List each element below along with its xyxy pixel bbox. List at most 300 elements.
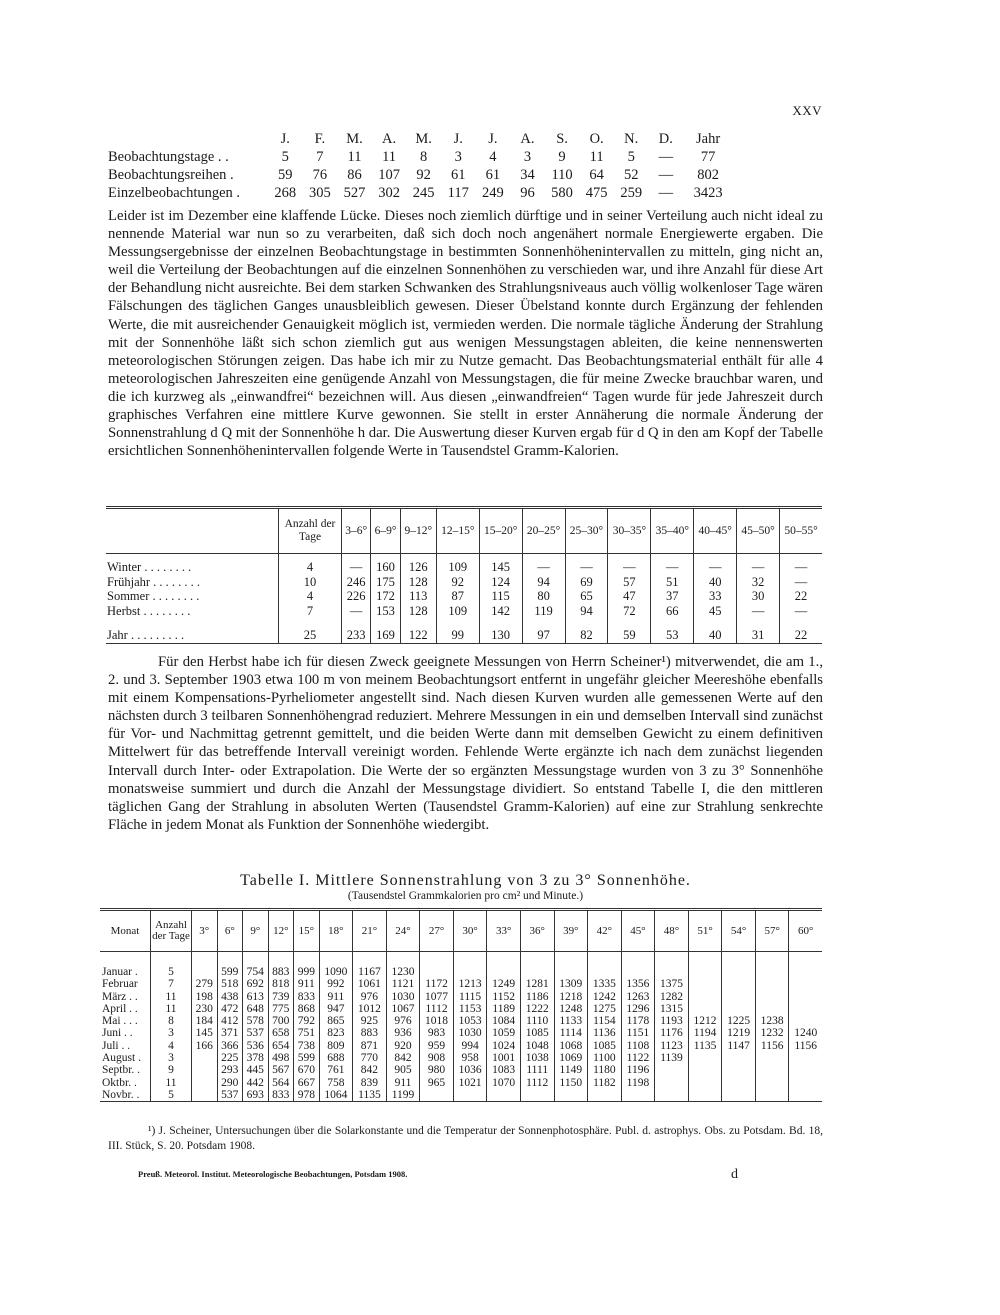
t1-cell: 124 [479,575,522,590]
obs-cell: 64 [589,167,604,183]
t2-cell: 959 [420,1040,454,1052]
t2-cell: 366 [217,1040,243,1052]
t2-cell: 965 [420,1077,454,1089]
obs-row-label: Beobachtungstage . . [108,149,229,165]
obs-cell: 11 [589,149,604,165]
t2-cell: 842 [353,1064,387,1076]
t2-cell: 1114 [554,1027,588,1039]
t2-cell: 1281 [520,978,554,990]
t2-row-label: Mai . . . [102,1015,138,1028]
t2-cell [487,1089,521,1102]
t2-cell: 5 [151,1089,192,1102]
t2-cell: 9 [151,1064,192,1076]
t1-header-cell: 15–20° [479,508,522,554]
table-title: Tabelle I. Mittlere Sonnenstrahlung von 3 zu 3° Sonnenhöhe. [240,872,691,889]
obs-header-cell: A. [382,131,397,147]
t2-cell: 775 [268,1003,294,1015]
t2-row [100,952,822,979]
t2-cell: 3 [151,1052,192,1064]
t1-header-cell: 9–12° [400,508,436,554]
t2-cell [621,1089,655,1102]
t2-row-label: April . . [102,1002,138,1015]
t2-cell: 198 [192,991,218,1003]
obs-cell: 76 [312,167,328,183]
t2-cell: 1156 [755,1040,789,1052]
obs-row-label: Einzelbeobachtungen . [108,185,241,201]
t1-header-cell: 25–30° [565,508,608,554]
obs-cell: 107 [378,167,400,183]
t1-cell: 92 [436,575,479,590]
t2-cell [755,1089,789,1102]
t2-cell: 1036 [453,1064,487,1076]
obs-cell: 110 [551,167,573,183]
obs-header-cell: J. [280,131,290,147]
t1-cell: 175 [371,575,400,590]
t2-cell: 1213 [453,978,487,990]
t2-cell: 438 [217,991,243,1003]
t2-row [100,991,822,1003]
t2-cell [688,1064,722,1076]
obs-cell: 52 [623,167,639,183]
t1-header-cell: 40–45° [694,508,737,554]
obs-cell: 77 [700,149,716,165]
imprint: Preuß. Meteorol. Institut. Meteorologische Beobachtungen, Potsdam 1908. [138,1169,408,1179]
obs-row [108,148,826,166]
t2-row [100,1077,822,1089]
t2-cell: 1064 [319,1089,353,1102]
paragraph-text: Für den Herbst habe ich für diesen Zweck geeignete Messungen von Herrn Scheiner¹) mitverwendet, die am 1., 2. und 3. September 1903 etwa 100 m von meinem Beobachtungsort entfernt in ungefähr gleicher Meereshöhe ebenfalls mit einem Kompensations-Pyrheliometer angestellt sind. Nach diesen Kurven wurden alle gemessenen Werte auf den nächsten durch 3 teilbaren Sonnenhöhengrad reduziert. Mehrere Messungen in ein und demselben Intervall sind zunächst für Vor- und Nachmittag getrennt gemittelt, und die beiden Werte dann mit demselben Gewicht zu einem definitiven Mittelwert für das betreffende Intervall vereinigt worden. Fehlende Werte ergänzte ich nach dem zunächst liegenden Intervall durch Inter- oder Extrapolation. Die Werte der so ergänzten Messungstage wurden von 3 zu 3° Sonnenhöhe monatsweise summiert und durch die Anzahl der Messungstage dividiert. So entstand Tabelle I, die den mittleren täglichen Gang der Strahlung in absoluten Werten (Tausendstel Gramm-Kalorien) auf eine zur Strahlung senkrechte Fläche in jedem Monat als Funktion der Sonnenhöhe wiedergibt. [108,654,823,833]
t2-cell: 1053 [453,1015,487,1027]
t2-cell [688,1077,722,1089]
t1-cell: — [694,560,737,575]
t2-cell: 1180 [588,1064,622,1076]
t2-cell [453,952,487,979]
t2-cell [588,952,622,979]
t1-cell: — [737,560,780,575]
t2-cell: 1199 [386,1089,420,1102]
t2-cell: 994 [453,1040,487,1052]
t1-cell: — [342,604,371,619]
t2-header-cell: 51° [688,910,722,952]
t2-cell: 1121 [386,978,420,990]
t1-cell: — [651,560,694,575]
t2-cell [789,1077,822,1089]
obs-cell: 117 [447,185,469,201]
t1-cell: — [780,560,822,575]
t1-cell: 172 [371,589,400,604]
t2-cell: 498 [268,1052,294,1064]
t2-row [100,1064,822,1076]
t2-cell: 1069 [554,1052,588,1064]
obs-cell: 11 [382,149,397,165]
t2-cell [688,1052,722,1064]
t2-cell: 978 [294,1089,320,1102]
t2-header-cell: Monat [100,910,151,952]
t2-cell: 1309 [554,978,588,990]
t2-cell: 1167 [353,952,387,979]
t2-cell: 1152 [487,991,521,1003]
t2-cell: 1133 [554,1015,588,1027]
t2-cell: 1001 [487,1052,521,1064]
t2-cell: 442 [243,1077,269,1089]
t2-cell: 1059 [487,1027,521,1039]
t2-cell: 865 [319,1015,353,1027]
t2-cell: 1024 [487,1040,521,1052]
t1-cell: 142 [479,604,522,619]
signature-mark: d [731,1167,738,1182]
t2-cell: 980 [420,1064,454,1076]
obs-cell: 11 [347,149,362,165]
t1-cell: 22 [780,589,822,604]
obs-header-row [108,130,826,148]
t1-row [106,604,822,619]
t2-cell [688,952,722,979]
t2-cell [655,1089,689,1102]
t2-cell: 1193 [655,1015,689,1027]
t2-cell: 976 [386,1015,420,1027]
t1-cell: 40 [694,618,737,643]
t2-cell: 1238 [755,1015,789,1027]
t1-cell: 80 [522,589,565,604]
t2-row-label: Februar [102,978,138,991]
obs-cell: 249 [481,185,504,201]
t2-cell: 658 [268,1027,294,1039]
t2-cell: 184 [192,1015,218,1027]
t2-cell: 751 [294,1027,320,1039]
t2-row-label: Septbr. . [102,1064,141,1077]
obs-cell: 305 [309,185,331,201]
t2-cell: 670 [294,1064,320,1076]
t1-header-cell: 45–50° [737,508,780,554]
t2-cell: 1249 [487,978,521,990]
t2-row [100,978,822,990]
t2-cell: 833 [294,991,320,1003]
obs-cell: 4 [489,149,497,165]
t2-cell: 1232 [755,1027,789,1039]
obs-cell: 5 [281,149,289,165]
t2-cell: 911 [319,991,353,1003]
t2-cell: 1172 [420,978,454,990]
t1-header-cell: 20–25° [522,508,565,554]
t2-cell: 1176 [655,1027,689,1039]
t2-header-cell: 9° [243,910,269,952]
t2-cell: 1012 [353,1003,387,1015]
t2-cell: 1315 [655,1003,689,1015]
t1-cell: 4 [279,560,342,575]
sun-height-interval-table [106,506,822,644]
t1-cell: 37 [651,589,694,604]
obs-cell: — [658,149,674,165]
t2-row [100,1089,822,1102]
t2-cell [789,1089,822,1102]
t1-header-cell: Anzahl der Tage [279,508,342,554]
t2-cell: 1186 [520,991,554,1003]
t2-cell: 754 [243,952,269,979]
t2-cell: 445 [243,1064,269,1076]
t2-header-cell: 21° [353,910,387,952]
t2-cell [722,1089,756,1102]
t1-cell: 160 [371,560,400,575]
t1-cell: 40 [694,575,737,590]
t2-cell: 1084 [487,1015,521,1027]
t2-cell: 1156 [789,1040,822,1052]
t1-cell: — [342,560,371,575]
t2-header-row [100,910,822,952]
t2-cell: 1375 [655,978,689,990]
t2-cell [520,1089,554,1102]
t1-cell: 66 [651,604,694,619]
t1-cell: 233 [342,618,371,643]
obs-cell: 259 [620,185,643,201]
t2-cell [487,952,521,979]
t2-cell: 925 [353,1015,387,1027]
t2-header-cell: 15° [294,910,320,952]
t1-cell: 32 [737,575,780,590]
t2-row-label: August . [102,1052,141,1065]
t2-cell: 230 [192,1003,218,1015]
t1-cell: 153 [371,604,400,619]
t1-cell: 10 [279,575,342,590]
t2-cell: 871 [353,1040,387,1052]
t2-cell [789,991,822,1003]
t2-cell [420,952,454,979]
t2-cell: 1112 [520,1077,554,1089]
t2-cell: 1225 [722,1015,756,1027]
obs-cell: 527 [343,185,366,201]
t1-cell: 97 [522,618,565,643]
t2-cell: 599 [217,952,243,979]
t2-cell: 770 [353,1052,387,1064]
t2-cell: 1275 [588,1003,622,1015]
obs-cell: 86 [347,167,362,183]
t1-cell: 53 [651,618,694,643]
t1-cell: 69 [565,575,608,590]
obs-cell: — [658,185,674,201]
t2-cell: 648 [243,1003,269,1015]
t2-cell: 1077 [420,991,454,1003]
obs-cell: 92 [416,167,431,183]
t1-cell: 87 [436,589,479,604]
t2-cell: 1218 [554,991,588,1003]
obs-cell: 3 [523,149,532,165]
t2-cell: 11 [151,991,192,1003]
t2-row [100,1052,822,1064]
t1-cell: 82 [565,618,608,643]
t1-cell: 113 [400,589,436,604]
t2-cell [722,991,756,1003]
t2-cell: 371 [217,1027,243,1039]
t1-row [106,589,822,604]
t2-cell: 911 [294,978,320,990]
t2-header-cell: 18° [319,910,353,952]
obs-cell: — [658,167,674,183]
t2-cell [755,1003,789,1015]
t2-header-cell: 42° [588,910,622,952]
monthly-radiation-table [100,908,822,1102]
t2-cell: 761 [319,1064,353,1076]
obs-header-cell: D. [658,131,673,147]
t2-cell: 1135 [353,1089,387,1102]
t1-cell: 94 [565,604,608,619]
t2-cell [192,952,218,979]
t2-cell: 758 [319,1077,353,1089]
t2-cell: 823 [319,1027,353,1039]
t2-header-cell: 3° [192,910,218,952]
obs-cell: 245 [412,185,435,201]
t2-cell: 1061 [353,978,387,990]
t2-cell: 578 [243,1015,269,1027]
t2-cell: 1070 [487,1077,521,1089]
t1-cell: 115 [479,589,522,604]
t2-cell: 1068 [554,1040,588,1052]
t1-cell: — [565,560,608,575]
t2-cell [722,1077,756,1089]
t1-cell: 45 [694,604,737,619]
t1-row [106,560,822,575]
t2-cell: 3 [151,1027,192,1039]
t1-cell: 99 [436,618,479,643]
t2-cell [755,1077,789,1089]
t1-cell: 130 [479,618,522,643]
t1-cell: 7 [279,604,342,619]
t2-cell [192,1052,218,1064]
t1-cell: 169 [371,618,400,643]
t2-cell: 738 [294,1040,320,1052]
t2-cell [520,952,554,979]
t1-cell: — [737,604,780,619]
t2-cell: 1263 [621,991,655,1003]
t2-cell: 1083 [487,1064,521,1076]
t2-cell: 908 [420,1052,454,1064]
t2-cell [192,1077,218,1089]
t2-cell: 472 [217,1003,243,1015]
t2-cell: 1151 [621,1027,655,1039]
t2-cell: 654 [268,1040,294,1052]
t1-header-cell: 12–15° [436,508,479,554]
obs-header-cell: N. [624,131,639,147]
t2-cell [688,1003,722,1015]
t2-cell: 1178 [621,1015,655,1027]
t2-cell: 1182 [588,1077,622,1089]
t2-cell [789,1052,822,1064]
t2-cell: 412 [217,1015,243,1027]
t2-header-cell: 33° [487,910,521,952]
obs-header-cell: S. [556,131,568,147]
t2-cell [453,1089,487,1102]
t2-cell: 1108 [621,1040,655,1052]
t1-cell: 59 [608,618,651,643]
t2-cell: 1248 [554,1003,588,1015]
t2-cell [655,1077,689,1089]
t2-row [100,1015,822,1027]
t2-header-cell: 45° [621,910,655,952]
t2-row-label: Januar . [102,966,138,978]
t1-cell: 246 [342,575,371,590]
t2-row-label: März . . [102,990,138,1003]
t2-cell: 518 [217,978,243,990]
t2-cell: 936 [386,1027,420,1039]
paragraph-text: Leider ist im Dezember eine klaffende Lücke. Dieses noch ziemlich dürftige und in seiner Verteilung auch nicht ideal zu nennende Material war nun so zu verarbeiten, daß sich doch noch angenähert normale Energiewerte ergaben. Die Messungsergebnisse der einzelnen Beobachtungstage in bestimmten Sonnenhöhenintervallen zu mitteln, ging nicht an, weil die Verteilung der Beobachtungen auf die einzelnen Sonnenhöhen zu verschieden war, und ihre Anzahl für diese Art der Behandlung nicht ausreichte. Bei dem starken Schwanken des Strahlungsniveaus auch völlig wolkenloser Tage wären Fälschungen des täglichen Ganges unausbleiblich gewesen. Dieser Übelstand konnte durch Ergänzung der fehlenden Werte, die mit ausreichender Genauigkeit möglich ist, vermieden werden. Die normale tägliche Änderung der Strahlung mit der Sonnenhöhe läßt sich schon ziemlich gut aus wenigen Messungstagen ableiten, die keine nennenswerten meteorologischen Störungen zeigen. Das habe ich mir zu Nutze gemacht. Das Beobachtungsmaterial enthält für alle 4 meteorologischen Jahreszeiten eine genügende Anzahl von Messungstagen, die für meine Zwecke brauchbar waren, und die ich kurzweg als „einwandfrei“ bezeichnen will. Aus diesen „einwandfreien“ Tagen wurde für jede Jahreszeit durch graphisches Verfahren eine mittlere Kurve gewonnen. Sie stellt in erster Annäherung die normale Änderung der Sonnenstrahlung d Q mit der Sonnenhöhe h dar. Die Auswertung dieser Kurven ergab für d Q in den am Kopf der Tabelle ersichtlichen Sonnenhöhenintervallen folgende Werte in Tausendstel Gramm-Kalorien. [108,208,823,460]
t1-row [106,575,822,590]
t1-row-label: Winter . . . . . . . . [107,560,192,574]
t2-cell: 1085 [588,1040,622,1052]
t2-cell: 1115 [453,991,487,1003]
t2-cell: 792 [294,1015,320,1027]
t2-cell: 1219 [722,1027,756,1039]
t1-cell: 31 [737,618,780,643]
t2-cell: 1030 [453,1027,487,1039]
t2-cell: 842 [386,1052,420,1064]
t2-cell: 1198 [621,1077,655,1089]
obs-header-cell: J. [453,131,463,147]
t2-cell: 1240 [789,1027,822,1039]
t2-cell: 1149 [554,1064,588,1076]
obs-cell: 34 [520,167,535,183]
t2-cell: 536 [243,1040,269,1052]
t2-header-cell: 6° [217,910,243,952]
t2-cell: 1030 [386,991,420,1003]
t2-cell: 1090 [319,952,353,979]
t1-cell: 33 [694,589,737,604]
t1-header-cell: 3–6° [342,508,371,554]
obs-cell: 268 [274,185,297,201]
t2-cell: 809 [319,1040,353,1052]
t2-cell: 739 [268,991,294,1003]
t1-cell: 4 [279,589,342,604]
t1-header-cell: 6–9° [371,508,400,554]
t2-cell: 868 [294,1003,320,1015]
t2-cell: 693 [243,1089,269,1102]
t2-cell: 883 [268,952,294,979]
t2-cell: 1100 [588,1052,622,1064]
t2-cell [588,1089,622,1102]
t2-cell: 7 [151,978,192,990]
t2-cell: 11 [151,1003,192,1015]
t2-cell: 999 [294,952,320,979]
t2-header-cell: 36° [520,910,554,952]
t1-cell: — [780,575,822,590]
t2-cell [192,1089,218,1102]
t1-header-cell: 30–35° [608,508,651,554]
t2-cell: 667 [294,1077,320,1089]
t1-cell: 65 [565,589,608,604]
obs-cell: 61 [451,167,466,183]
t2-cell [688,978,722,990]
obs-header-cell: Jahr [696,131,721,147]
t2-cell: 1021 [453,1077,487,1089]
body-paragraph [108,207,823,460]
obs-cell: 7 [316,149,324,165]
t2-cell: 1222 [520,1003,554,1015]
t1-cell: 25 [279,618,342,643]
t2-cell: 537 [243,1027,269,1039]
t2-cell [722,978,756,990]
t1-cell: 94 [522,575,565,590]
t2-cell: 279 [192,978,218,990]
t1-row-label: Sommer . . . . . . . . [107,589,200,603]
t1-cell: 126 [400,560,436,575]
body-paragraph [108,653,823,834]
t2-cell: 1212 [688,1015,722,1027]
t2-cell [789,978,822,990]
t1-cell: 226 [342,589,371,604]
t1-row-year [106,618,822,643]
t2-header-cell: 57° [755,910,789,952]
t2-row-label: Juni . . [102,1027,133,1040]
t2-cell: 1048 [520,1040,554,1052]
t2-cell [755,952,789,979]
t2-cell: 5 [151,952,192,979]
